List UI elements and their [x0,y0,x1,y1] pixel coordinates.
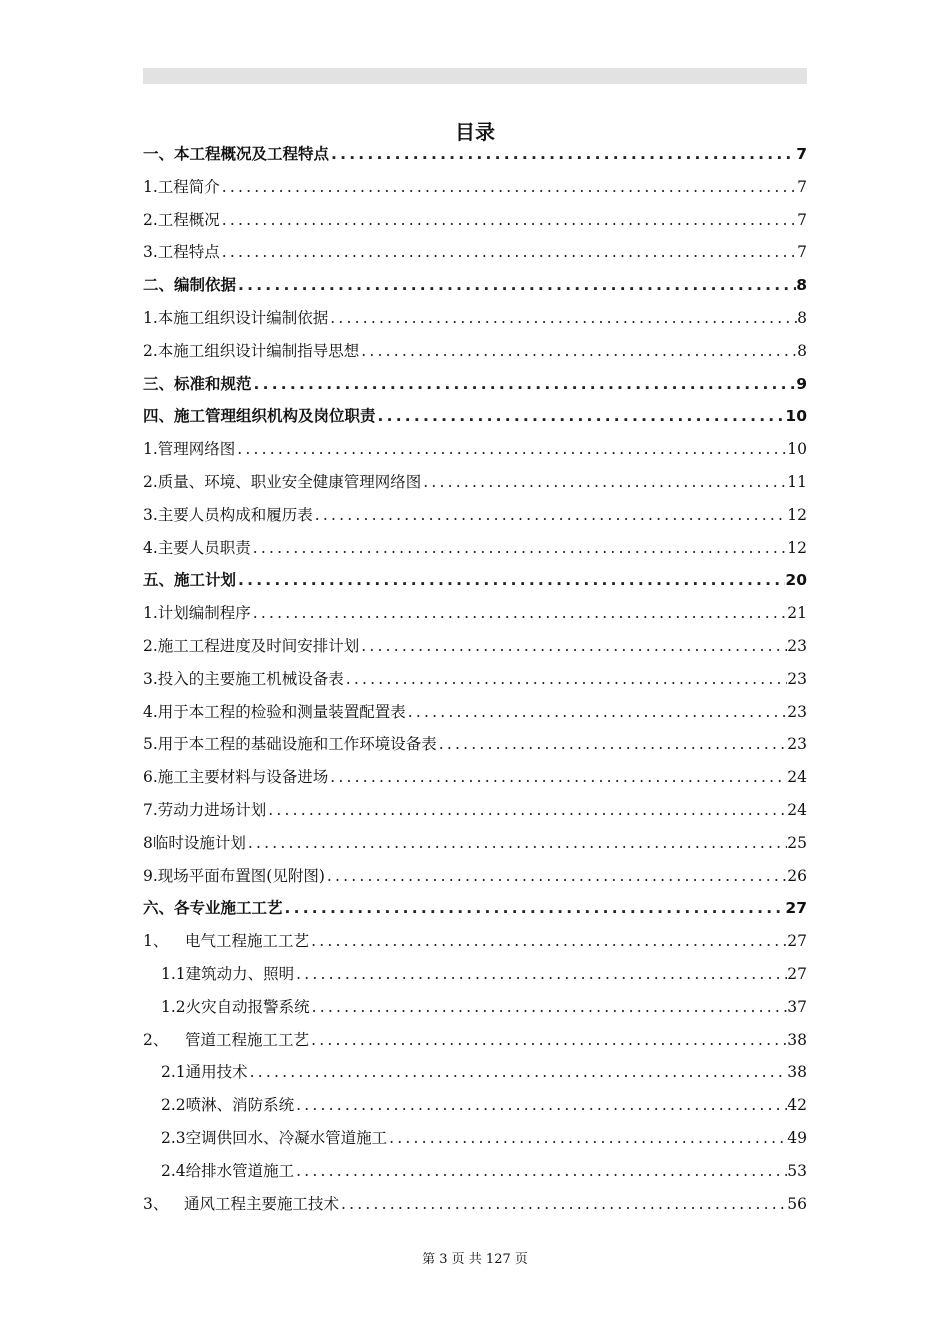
toc-entry-title: 1.工程简介 [143,177,220,196]
toc-dot-leader [437,728,787,761]
toc-dot-leader [294,958,787,991]
toc-dot-leader [328,761,787,794]
toc-entry[interactable] [143,663,807,696]
toc-entry-page: 7 [797,177,807,196]
toc-dot-leader [220,204,797,237]
toc-entry[interactable] [143,794,807,827]
toc-entry-title: 1.计划编制程序 [143,604,251,623]
toc-entry-title: 四、施工管理组织机构及岗位职责 [143,407,376,426]
toc-dot-leader [344,663,787,696]
toc-entry-page: 26 [787,866,807,885]
toc-entry-number: 2、 [143,1030,169,1049]
toc-entry-page: 23 [787,702,807,721]
toc-entry[interactable] [143,958,807,991]
toc-entry-page: 8 [797,341,807,360]
toc-entry-page: 27 [785,899,807,918]
toc-entry[interactable] [143,564,807,597]
toc-dot-leader [251,597,787,630]
toc-entry[interactable] [143,827,807,860]
toc-entry[interactable] [143,860,807,893]
toc-dot-leader [421,466,787,499]
toc-entry[interactable] [143,761,807,794]
toc-entry-title: 通风工程主要施工技术 [184,1194,340,1213]
toc-dot-leader [252,368,797,401]
toc-dot-leader [220,236,797,269]
toc-entry-title: 1.1建筑动力、照明 [161,964,295,983]
toc-dot-leader [220,171,797,204]
toc-entry[interactable] [143,630,807,663]
toc-entry[interactable] [143,335,807,368]
toc-entry-title: 3.工程特点 [143,243,220,262]
toc-dot-leader [329,138,796,171]
toc-entry-page: 27 [787,964,807,983]
toc-entry[interactable] [143,236,807,269]
toc-dot-leader [283,892,786,925]
page-title: 目录 [455,120,495,144]
toc-entry[interactable] [143,532,807,565]
toc-entry-title: 3.主要人员构成和履历表 [143,505,313,524]
toc-entry-title: 2.本施工组织设计编制指导思想 [143,341,360,360]
toc-entry[interactable] [143,925,807,958]
toc-entry-title: 管道工程施工工艺 [185,1030,310,1049]
toc-entry[interactable] [143,728,807,761]
toc-entry-page: 38 [787,1030,807,1049]
toc-entry-page: 49 [787,1128,807,1147]
toc-entry-page: 8 [797,308,807,327]
header-bar [143,68,807,84]
toc-entry-title: 6.施工主要材料与设备进场 [143,768,329,787]
toc-dot-leader [236,564,785,597]
toc-entry-title: 2.2喷淋、消防系统 [161,1096,295,1115]
toc-entry[interactable] [143,892,807,925]
toc-entry[interactable] [143,1155,807,1188]
toc-entry[interactable] [143,204,807,237]
toc-entry[interactable] [143,400,807,433]
toc-entry-page: 12 [787,538,807,557]
toc-entry[interactable] [143,171,807,204]
toc-dot-leader [236,269,796,302]
toc-entry-page: 56 [787,1194,807,1213]
toc-entry-title: 8临时设施计划 [143,833,246,852]
page-footer: 第 3 页 共 127 页 [422,1252,528,1267]
toc-entry-page: 42 [787,1096,807,1115]
toc-dot-leader [266,794,787,827]
toc-entry[interactable] [143,1122,807,1155]
toc-entry[interactable] [143,1089,807,1122]
toc-dot-leader [294,1089,787,1122]
toc-entry[interactable] [143,499,807,532]
toc-dot-leader [294,1155,787,1188]
toc-dot-leader [328,302,797,335]
toc-dot-leader [310,991,788,1024]
toc-entry-title: 一、本工程概况及工程特点 [143,145,330,163]
toc-dot-leader [339,1188,787,1221]
toc-entry-page: 9 [796,374,807,393]
toc-dot-leader [235,433,787,466]
toc-entry-page: 38 [787,1063,807,1082]
toc-entry-title: 9.现场平面布置图(见附图) [143,866,325,885]
toc-entry-page: 25 [787,833,807,852]
toc-entry-title: 4.用于本工程的检验和测量装置配置表 [143,702,406,721]
toc-dot-leader [359,335,797,368]
toc-entry-title: 4.主要人员职责 [143,538,251,557]
toc-entry[interactable] [143,1056,807,1089]
table-of-contents [143,138,807,1220]
toc-dot-leader [387,1122,787,1155]
toc-entry[interactable] [143,597,807,630]
toc-entry[interactable] [143,696,807,729]
toc-entry[interactable] [143,991,807,1024]
toc-entry-page: 7 [797,210,807,229]
toc-dot-leader [406,696,787,729]
toc-entry-title: 2.质量、环境、职业安全健康管理网络图 [143,472,422,491]
toc-entry-page: 53 [787,1161,807,1180]
toc-entry-title: 五、施工计划 [143,571,237,590]
toc-entry-page: 23 [787,669,807,688]
toc-entry-page: 37 [787,997,807,1016]
toc-entry[interactable] [143,368,807,401]
toc-dot-leader [376,400,786,433]
toc-entry-title: 1.2火灾自动报警系统 [161,997,310,1016]
toc-entry-title: 3.投入的主要施工机械设备表 [143,669,344,688]
toc-entry-title: 二、编制依据 [143,276,237,295]
toc-dot-leader [251,532,787,565]
toc-entry-page: 7 [797,243,807,262]
toc-dot-leader [313,499,787,532]
toc-entry[interactable] [143,269,807,302]
toc-entry[interactable] [143,1024,807,1057]
toc-entry-title: 1.本施工组织设计编制依据 [143,308,329,327]
toc-entry-page: 20 [785,571,807,590]
toc-entry-page: 24 [787,768,807,787]
toc-entry-number: 3、 [143,1194,169,1213]
toc-entry[interactable] [143,138,807,171]
toc-entry-page: 11 [787,472,807,491]
toc-dot-leader [248,1056,788,1089]
toc-entry[interactable] [143,1188,807,1221]
toc-entry[interactable] [143,466,807,499]
toc-entry-title: 2.4给排水管道施工 [161,1161,295,1180]
toc-dot-leader [309,925,787,958]
toc-dot-leader [359,630,787,663]
toc-entry[interactable] [143,433,807,466]
toc-entry-page: 24 [787,800,807,819]
toc-entry-title: 1.管理网络图 [143,440,236,459]
toc-entry-title: 2.工程概况 [143,210,220,229]
toc-dot-leader [246,827,787,860]
toc-entry-number: 1、 [143,932,169,951]
toc-entry-page: 23 [787,636,807,655]
toc-entry-page: 27 [787,932,807,951]
toc-entry-page: 7 [796,145,807,163]
toc-entry[interactable] [143,302,807,335]
toc-entry-title: 六、各专业施工工艺 [143,899,283,918]
toc-entry-page: 21 [787,604,807,623]
toc-dot-leader [325,860,787,893]
toc-entry-title: 电气工程施工工艺 [185,932,310,951]
toc-entry-page: 23 [787,735,807,754]
toc-entry-page: 12 [787,505,807,524]
toc-entry-title: 三、标准和规范 [143,374,252,393]
toc-dot-leader [309,1024,787,1057]
toc-entry-title: 2.施工工程进度及时间安排计划 [143,636,360,655]
toc-entry-title: 5.用于本工程的基础设施和工作环境设备表 [143,735,437,754]
toc-entry-title: 2.3空调供回水、冷凝水管道施工 [161,1128,388,1147]
toc-entry-page: 10 [787,440,807,459]
toc-entry-page: 8 [796,276,807,295]
toc-entry-page: 10 [785,407,807,426]
toc-entry-title: 2.1通用技术 [161,1063,248,1082]
toc-entry-title: 7.劳动力进场计划 [143,800,267,819]
